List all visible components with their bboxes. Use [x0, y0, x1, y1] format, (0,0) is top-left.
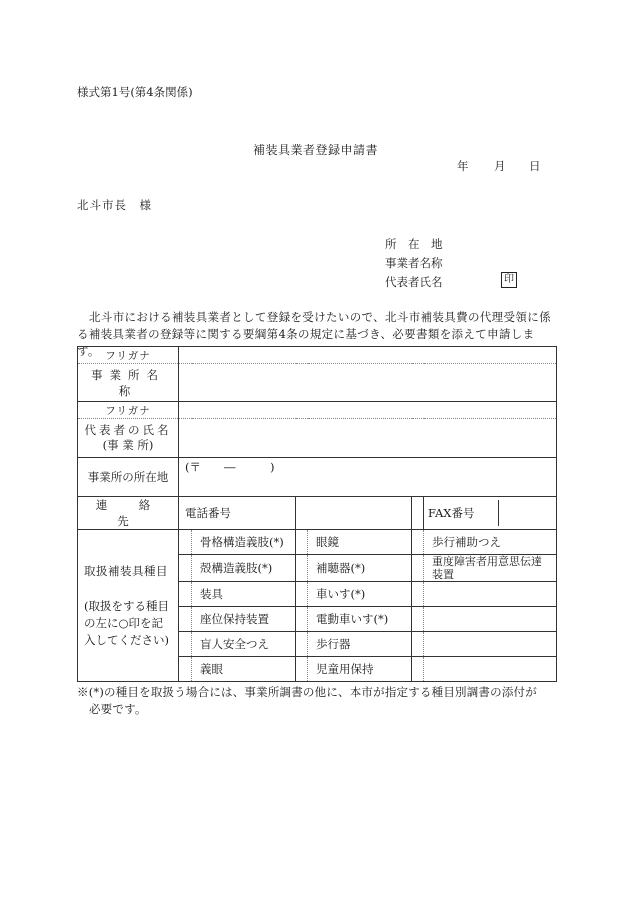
- handling-note-line2: の左に○印を記: [84, 615, 164, 630]
- handling-note-line3: 入してください): [84, 632, 169, 647]
- office-address-label: 事業所の所在地: [78, 458, 179, 497]
- business-name-label: 事業者名称: [385, 256, 443, 270]
- office-name-label: 事業所名称: [78, 364, 179, 402]
- application-statement: 北斗市における補装具業者として登録を受けたいので、北斗市補装具費の代理受領に係る補装具業者の登録等に関する要綱第4条の規定に基づき、必要書類を添えて申請します。: [77, 310, 551, 358]
- representative-label-line1: 代表者の氏名: [84, 423, 172, 437]
- item-white-cane: 盲人安全つえ: [192, 632, 296, 657]
- item-skeletal-prosthesis: 骨格構造義肢(*): [192, 530, 296, 555]
- postal-code-label: (〒 ― ): [185, 460, 275, 474]
- item-eyeglasses: 眼鏡: [308, 530, 412, 555]
- item-empty: [424, 657, 557, 682]
- date-year-label: 年: [457, 159, 469, 173]
- check-cell[interactable]: [412, 657, 424, 682]
- check-cell[interactable]: [179, 530, 192, 555]
- office-address-field[interactable]: [179, 458, 557, 497]
- check-cell[interactable]: [179, 632, 192, 657]
- seal-mark: 印: [501, 272, 517, 288]
- representative-row: [78, 419, 557, 458]
- office-furigana-row: [78, 347, 557, 364]
- handling-items-label: [78, 530, 179, 682]
- check-cell[interactable]: [179, 607, 192, 632]
- document-title: 補装具業者登録申請書: [253, 143, 379, 157]
- item-walker: 歩行器: [308, 632, 412, 657]
- check-cell[interactable]: [412, 607, 424, 632]
- item-communication-device: 重度障害者用意思伝達装置: [424, 555, 557, 582]
- fax-group: [424, 497, 557, 530]
- representative-name-field[interactable]: [179, 419, 557, 458]
- footnote-line1: ※(*)の種目を取扱う場合には、事業所調書の他に、本市が指定する種目別調書の添付が: [77, 685, 537, 699]
- furigana-label: フリガナ: [78, 402, 179, 419]
- location-label: 所 在 地: [385, 237, 443, 251]
- check-cell[interactable]: [296, 555, 308, 582]
- item-seating-device: 座位保持装置: [192, 607, 296, 632]
- check-cell[interactable]: [296, 632, 308, 657]
- representative-name-label: 代表者氏名: [385, 275, 443, 289]
- item-shell-prosthesis: 殻構造義肢(*): [192, 555, 296, 582]
- item-empty: [424, 582, 557, 607]
- check-cell[interactable]: [412, 632, 424, 657]
- phone-field[interactable]: [296, 497, 412, 530]
- check-cell[interactable]: [179, 555, 192, 582]
- check-cell[interactable]: [296, 607, 308, 632]
- item-orthosis: 装具: [192, 582, 296, 607]
- item-child-support: 児童用保持: [308, 657, 412, 682]
- item-artificial-eye: 義眼: [192, 657, 296, 682]
- check-cell[interactable]: [179, 582, 192, 607]
- check-cell[interactable]: [412, 530, 424, 555]
- item-electric-wheelchair: 電動車いす(*): [308, 607, 412, 632]
- representative-label-line2: (事 業 所): [102, 438, 154, 452]
- item-row-1: [78, 530, 557, 555]
- office-address-row: [78, 458, 557, 497]
- form-number: 様式第1号(第4条関係): [77, 85, 193, 99]
- rep-furigana-row: [78, 402, 557, 419]
- item-empty: [424, 607, 557, 632]
- check-cell[interactable]: [296, 530, 308, 555]
- item-walking-cane: 歩行補助つえ: [424, 530, 557, 555]
- fax-field[interactable]: [499, 500, 556, 526]
- phone-label: 電話番号: [179, 497, 296, 530]
- fax-label: FAX番号: [424, 500, 499, 526]
- application-table: [77, 346, 557, 682]
- addressee: 北斗市長 様: [77, 198, 152, 212]
- office-name-field[interactable]: [179, 364, 557, 402]
- handling-items-title: 取扱補装具種目: [84, 563, 168, 578]
- footnote: [77, 684, 557, 718]
- footnote-line2: 必要です。: [89, 702, 147, 716]
- rep-furigana-field[interactable]: [179, 402, 557, 419]
- item-hearing-aid: 補聴器(*): [308, 555, 412, 582]
- furigana-label: フリガナ: [78, 347, 179, 364]
- contact-label: 連 絡 先: [78, 497, 179, 530]
- item-empty: [424, 632, 557, 657]
- representative-label: [78, 419, 179, 458]
- check-cell[interactable]: [412, 555, 424, 582]
- check-cell[interactable]: [179, 657, 192, 682]
- check-cell[interactable]: [412, 582, 424, 607]
- item-wheelchair: 車いす(*): [308, 582, 412, 607]
- check-cell[interactable]: [296, 582, 308, 607]
- contact-row: [78, 497, 557, 530]
- date-month-label: 月: [494, 159, 506, 173]
- handling-note-line1: (取扱をする種目: [84, 598, 169, 613]
- office-furigana-field[interactable]: [179, 347, 557, 364]
- office-name-row: [78, 364, 557, 402]
- check-cell[interactable]: [296, 657, 308, 682]
- date-day-label: 日: [529, 159, 541, 173]
